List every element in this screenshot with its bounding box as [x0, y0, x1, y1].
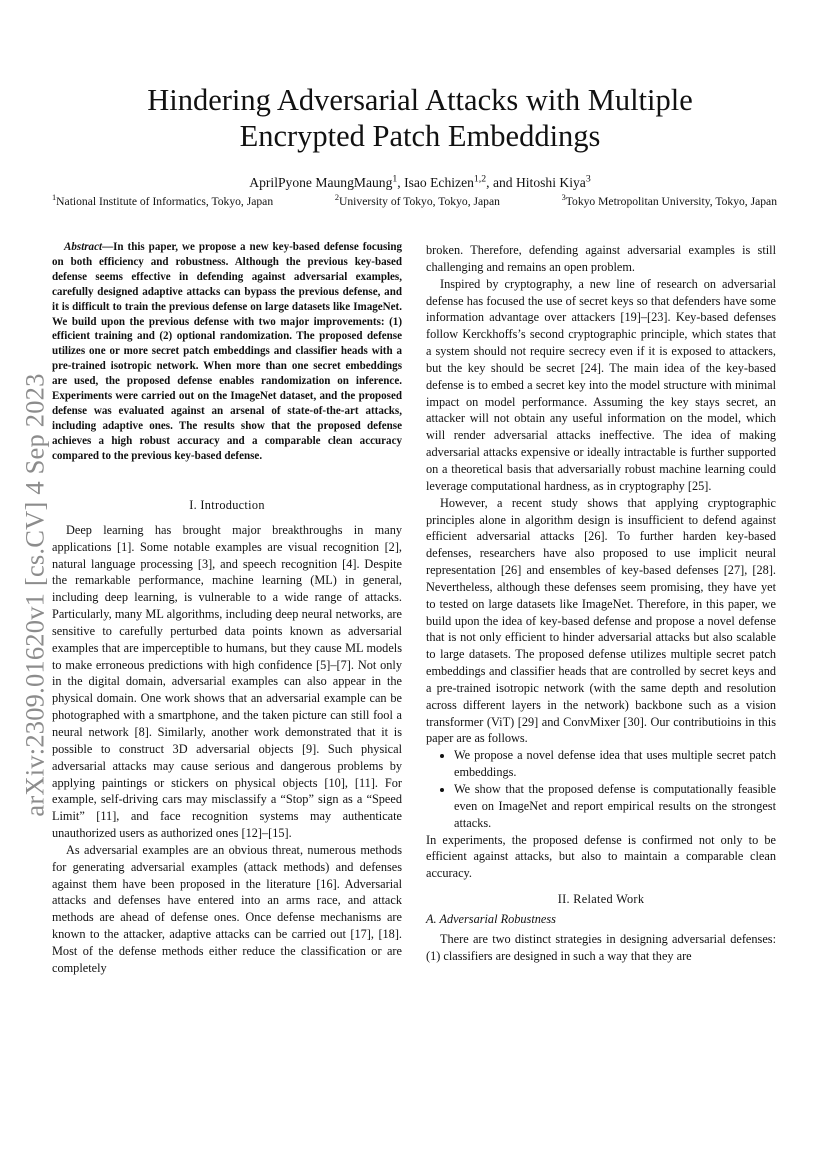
section-heading-related-work: II. Related Work	[557, 892, 645, 907]
affiliation-2-mark: 2	[334, 193, 339, 203]
subsection-heading-adversarial-robustness: A. Adversarial Robustness	[426, 911, 556, 926]
title-line-2: Encrypted Patch Embeddings	[239, 119, 601, 153]
author-2: , Isao Echizen	[397, 175, 474, 190]
paper-title	[60, 82, 780, 154]
affiliation-1	[52, 195, 273, 208]
contribution-list	[426, 747, 776, 831]
paragraph: Inspired by cryptography, a new line of research on adversarial defense has focused the use of secret keys so that defenders have some information advantage over attackers [19]–[23]. Key-based defenses follow Kerckhoffs’s second cryptographic principle, which states that a system should not require secrecy even if it is exposed to attackers, but the key should be secret [24]. The main idea of the key-based defense is to embed a secret key into the model structure with minimal impact on model performance. Assuming the key stays secret, an attacker will not obtain any useful information on the model, which will render adversarial attacks ineffective. The idea of making adversarial attacks expensive or ideally intractable is further supported on a theoretical basis that adversarially robust machine learning could leverage computational hardness, as in cryptography [25].	[426, 276, 776, 493]
paragraph: broken. Therefore, defending against adversarial examples is still challenging and remains an open problem.	[426, 243, 776, 274]
affiliation-2-text: University of Tokyo, Tokyo, Japan	[339, 195, 500, 208]
arxiv-identifier-text: arXiv:2309.01620v1 [cs.CV] 4 Sep 2023	[19, 373, 50, 817]
author-2-affil: 1,2	[473, 173, 487, 185]
author-1: AprilPyone MaungMaung	[249, 175, 393, 190]
author-list	[60, 175, 780, 191]
affiliation-1-text: National Institute of Informatics, Tokyo, Japan	[56, 195, 274, 208]
abstract-lead: Abstract	[64, 241, 103, 253]
affiliation-3-text: Tokyo Metropolitan University, Tokyo, Japan	[565, 195, 777, 208]
list-item: • We show that the proposed defense is computationally feasible even on ImageNet and report empirical results on the strongest attacks.	[454, 781, 776, 832]
affiliation-3	[562, 195, 777, 208]
right-column-body	[426, 242, 776, 964]
abstract	[52, 240, 402, 464]
author-3-affil: 3	[585, 173, 591, 185]
affiliation-3-mark: 3	[561, 193, 566, 203]
paragraph: There are two distinct strategies in designing adversarial defenses: (1) classifiers are designed in such a way that they are	[426, 931, 776, 963]
abstract-text: —In this paper, we propose a new key-based defense focusing on both efficiency and robustness. Although the previous key-based defense seems effective in defending against adversarial examples, carefully designed adaptive attacks can bypass the previous defense, and it is difficult to train the previous defense on large datasets like ImageNet. We build upon the previous defense with two major improvements: (1) efficient training and (2) optional randomization. The proposed defense utilizes one or more secret patch embeddings and classifier heads with a pre-trained isotropic network. When more than one secret embeddings are used, the proposed defense enables randomization on inference. Experiments were carried out on the ImageNet dataset, and the proposed defense was evaluated against an arsenal of state-of-the-art attacks, including adaptive ones. The results show that the proposed defense achieves a high robust accuracy and a comparable clean accuracy compared to the previous key-based defense.	[52, 241, 402, 462]
affiliation-list	[52, 195, 777, 208]
left-column-body	[52, 497, 402, 977]
author-1-affil: 1	[392, 173, 398, 185]
arxiv-identifier	[15, 345, 55, 845]
paragraph: However, a recent study shows that applying cryptographic principles alone in algorithm design is insufficient to defend against efficient adversarial attacks [26]. To further harden key-based defenses, researchers have also proposed to use implicit neural representation [26] and ensembles of key-based defenses [27], [28]. Nevertheless, although these defenses seem promising, they have yet to tested on large datasets like ImageNet. Therefore, in this paper, we build upon the idea of key-based defense and propose a novel defense that is not only efficient to hinder adversarial attacks but also scalable to large datasets. The proposed defense utilizes multiple secret patch embeddings and classifier heads that are controlled by secret keys and a pre-trained isotropic network (with the same depth and resolution across different layers in the network) backbone such as a vision transformer (ViT) [29] and ConvMixer [30]. Our contributioins in this paper are as follows.	[426, 495, 776, 746]
list-item: • We propose a novel defense idea that uses multiple secret patch embeddings.	[454, 747, 776, 781]
paragraph: As adversarial examples are an obvious threat, numerous methods for generating adversarial examples (attack methods) and defenses against them have been proposed in the literature [16]. Adversarial attacks and defenses have entered into an arms race, and attack methods are ahead of defense ones. Once defense mechanisms are known to the attacker, adaptive attacks can be carried out [17], [18]. Most of the defense methods either reduce the classification or are completely	[52, 842, 402, 975]
affiliation-2	[335, 195, 500, 208]
author-3: , and Hitoshi Kiya	[486, 175, 586, 190]
title-line-1: Hindering Adversarial Attacks with Multiple	[147, 83, 693, 117]
section-heading-introduction: I. Introduction	[189, 498, 265, 512]
affiliation-1-mark: 1	[52, 193, 57, 203]
paragraph: Deep learning has brought major breakthroughs in many applications [1]. Some notable examples are visual recognition [2], natural language processing [3], and speech recognition [4]. Despite the remarkable performance, machine learning (ML) in general, including deep learning, is vulnerable to a wide range of attacks. Particularly, many ML algorithms, including deep neural networks, are sensitive to carefully perturbed data points known as adversarial examples that are imperceptible to humans, but they cause ML models to make erroneous predictions with high confidence [5]–[7]. Not only in the digital domain, adversarial examples can also appear in the physical domain. One work shows that an adversarial example can be photographed with a smartphone, and the taken picture can still fool a neural network [8]. Similarly, another work demonstrated that it is possible to construct 3D adversarial objects [9]. Such physical adversarial attacks may cause serious and dangerous problems by applying paintings or stickers on physical objects [10], [11]. For example, self-driving cars may misclassify a “Stop” sign as a “Speed Limit” [11], and face recognition systems may authenticate unauthorized users as authorized ones [12]–[15].	[52, 522, 402, 841]
paragraph: In experiments, the proposed defense is confirmed not only to be efficient against attacks, but also to maintain a comparable clean accuracy.	[426, 832, 776, 881]
